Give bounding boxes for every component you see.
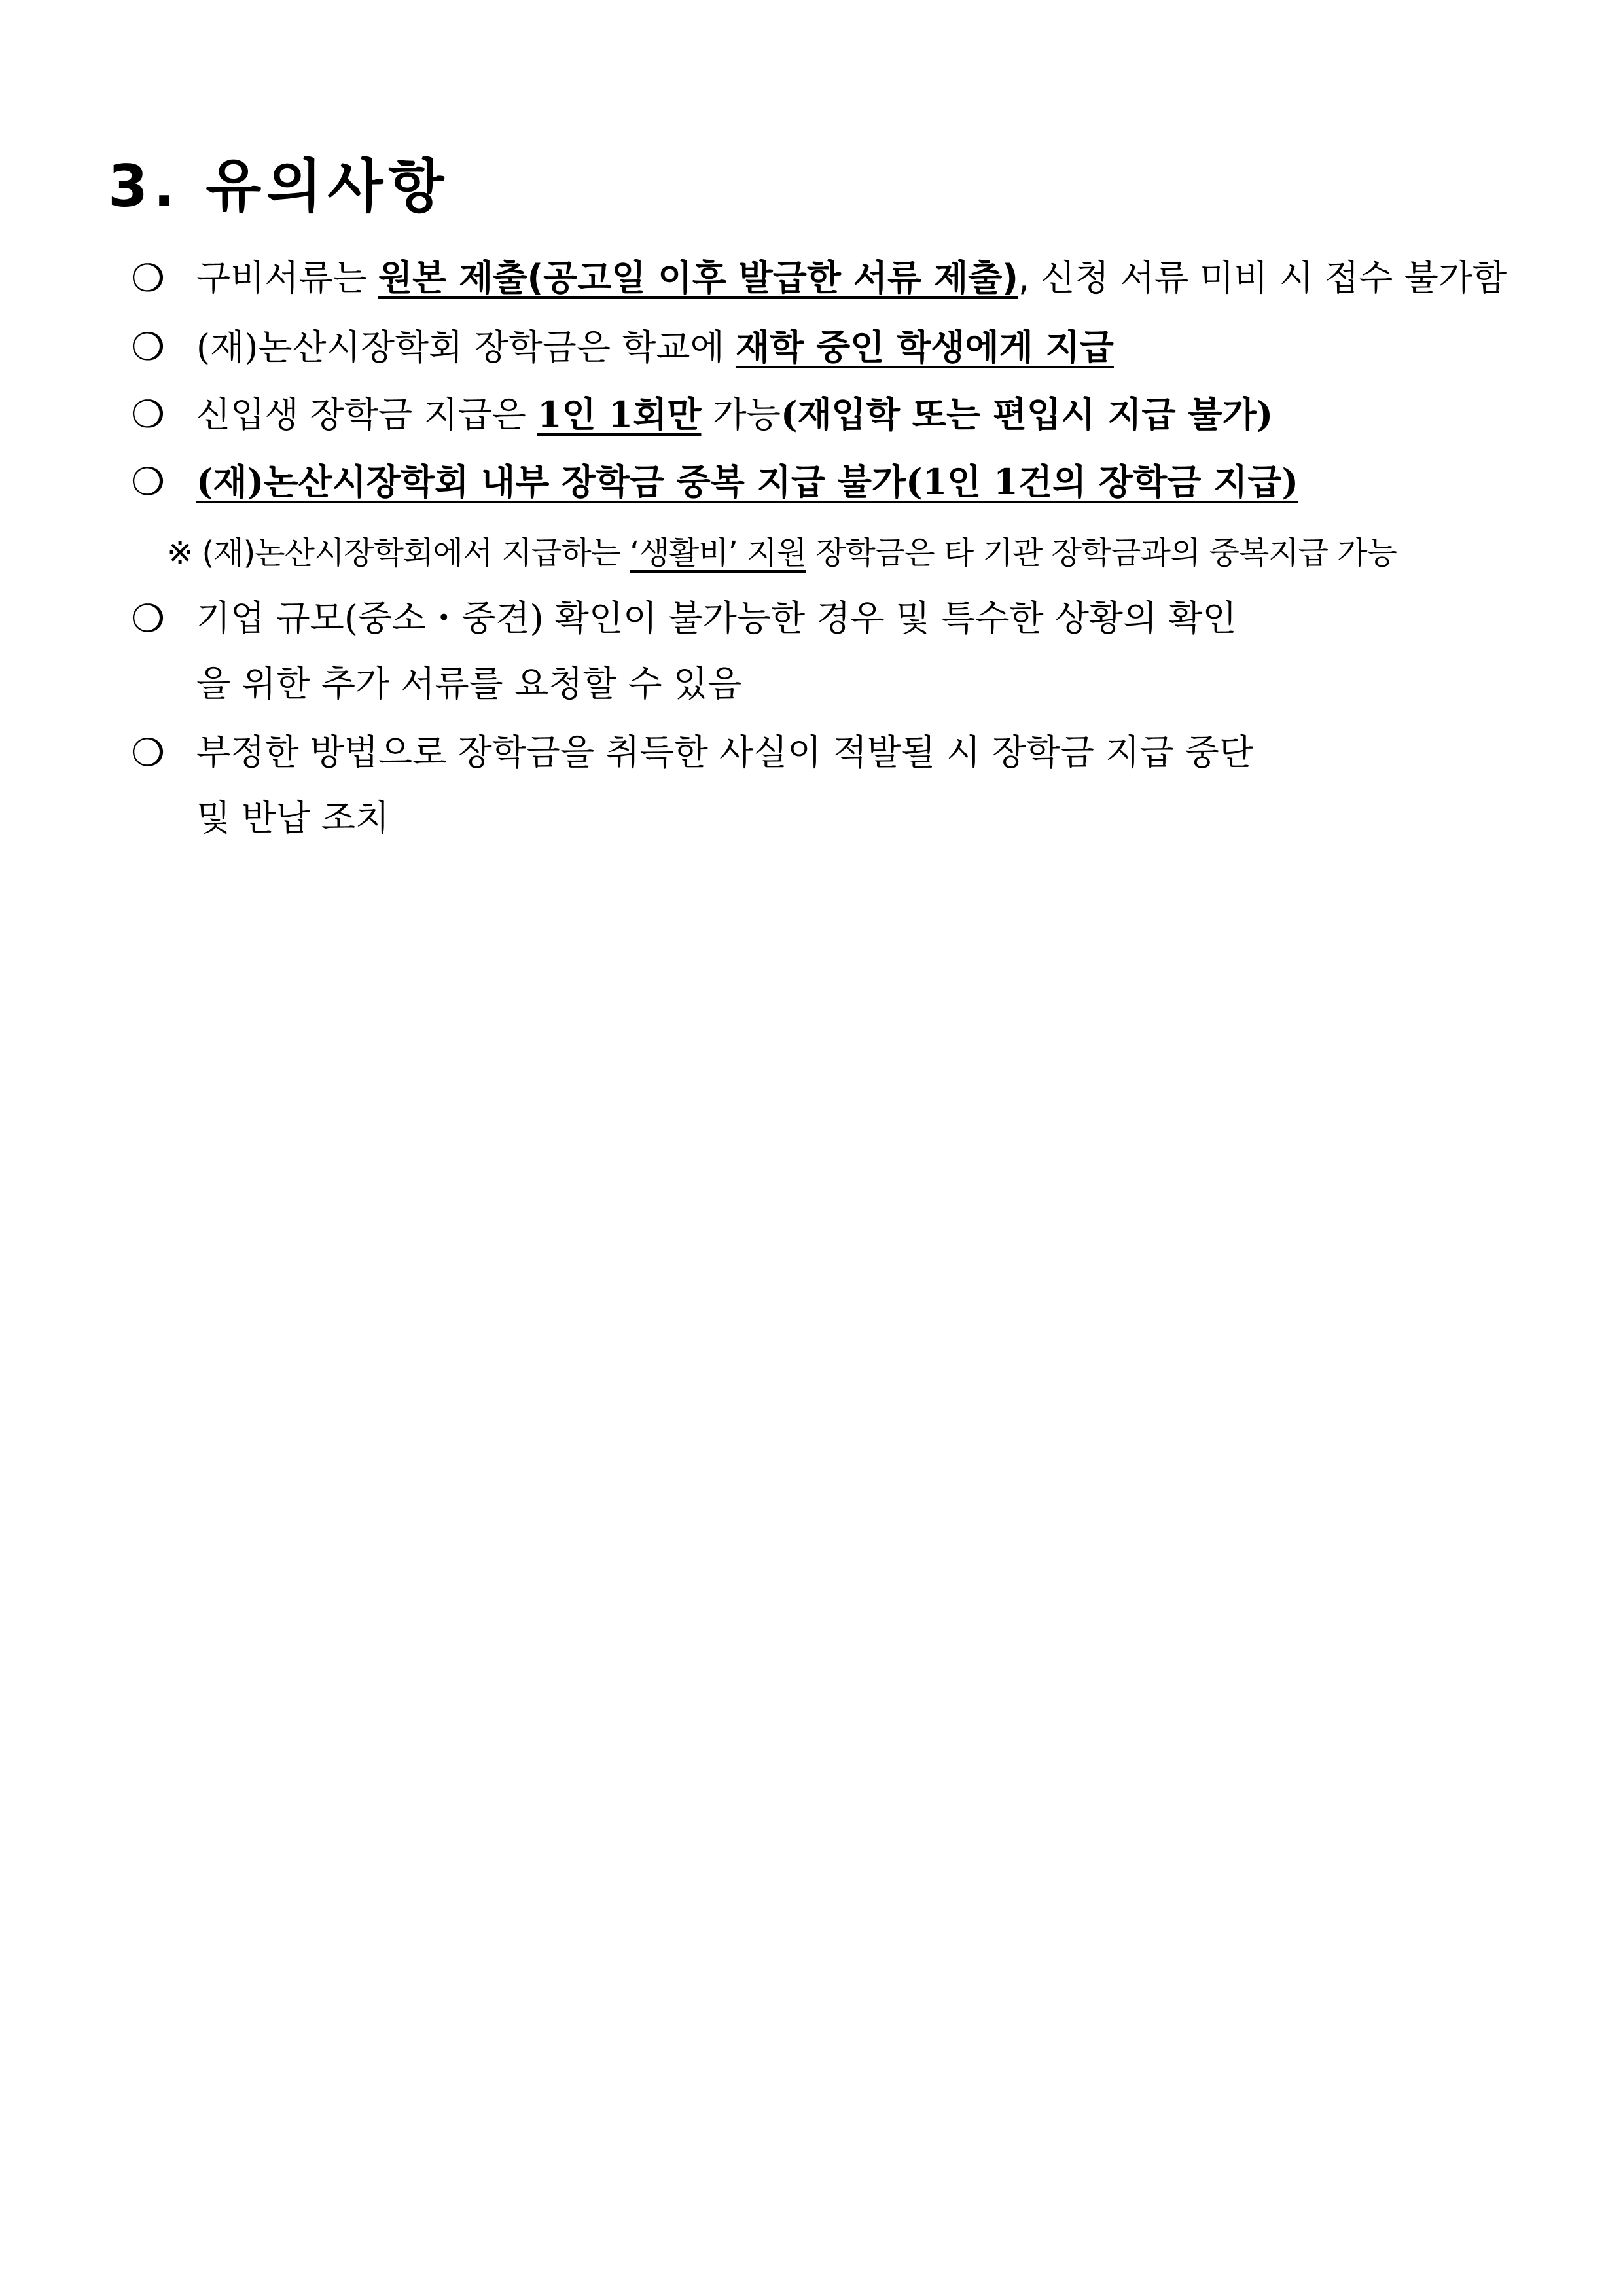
section-title: 3. 유의사항 [108, 152, 450, 220]
bullet-icon: ❍ [131, 256, 165, 300]
item-text: 신입생 장학금 지급은 1인 1회만 가능(재입학 또는 편입시 지급 불가) [196, 393, 1274, 435]
item-text: 구비서류는 원본 제출(공고일 이후 발급한 서류 제출), 신청 서류 미비 시 접수 불가함 [196, 257, 1507, 298]
emphasis-text: 원본 제출(공고일 이후 발급한 서류 제출) [378, 257, 1018, 298]
emphasis-text: 1인 1회만 [537, 393, 702, 435]
emphasis-text: 재학 중인 학생에게 지급 [735, 326, 1114, 368]
item-text: (재)논산시장학회 장학금은 학교에 재학 중인 학생에게 지급 [196, 326, 1114, 368]
bullet-icon: ❍ [131, 596, 165, 641]
bullet-icon: ❍ [131, 730, 165, 775]
item-text-line-2: 을 위한 추가 서류를 요청할 수 있음 [196, 663, 742, 704]
note-text: ※ (재)논산시장학회에서 지급하는 ‘생활비’ 지원 장학금은 타 기관 장학금과의 중복지급 가능 [167, 535, 1397, 571]
item-text-line-1: 부정한 방법으로 장학금을 취득한 사실이 적발될 시 장학금 지급 중단 [196, 732, 1254, 773]
item-text [196, 449, 1298, 515]
emphasis-text: ‘생활비’ 지원 [630, 535, 806, 571]
bullet-icon: ❍ [131, 392, 165, 437]
bullet-icon: ❍ [131, 459, 165, 504]
item-text-line-1: 기업 규모(중소・중견) 확인이 불가능한 경우 및 특수한 상황의 확인 [196, 598, 1237, 639]
item-text-line-2: 및 반납 조치 [196, 797, 390, 838]
emphasis-text: (재)논산시장학회 내부 장학금 중복 지급 불가(1인 1건의 장학금 지급) [196, 461, 1299, 503]
bullet-icon: ❍ [131, 325, 165, 369]
